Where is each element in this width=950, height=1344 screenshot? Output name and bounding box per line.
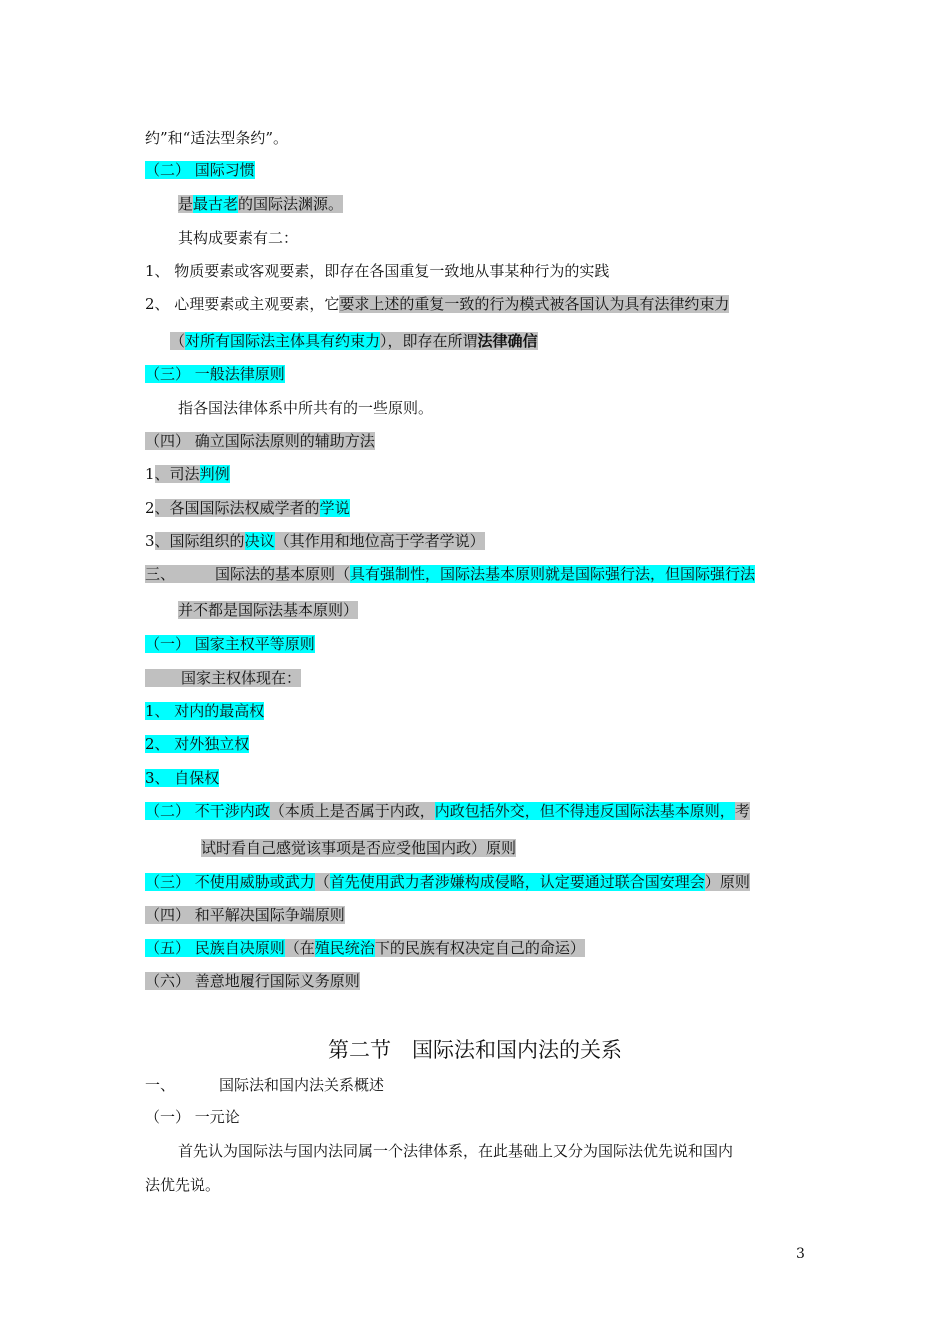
text-line: 并不都是国际法基本原则） (178, 601, 359, 619)
text-line: 首先认为国际法与国内法同属一个法律体系，在此基础上又分为国际法优先说和国内 (178, 1142, 734, 1160)
list-item: 2、各国国际法权威学者的学说 (145, 499, 350, 517)
text-line: 是最古老的国际法渊源。 (178, 195, 344, 213)
text-line: （对所有国际法主体具有约束力），即存在所谓法律确信 (170, 332, 538, 350)
list-item: 3、 自保权 (145, 769, 220, 787)
list-item: 1、 物质要素或客观要素，即存在各国重复一致地从事某种行为的实践 (145, 262, 610, 280)
text-line: 指各国法律体系中所共有的一些原则。 (178, 399, 434, 417)
text-line: 其构成要素有二： (178, 229, 299, 247)
heading-non-interference: （二） 不干涉内政（本质上是否属于内政，内政包括外交，但不得违反国际法基本原则，考 (145, 802, 750, 820)
list-item: 1、司法判例 (145, 465, 230, 483)
text-line: 试时看自己感觉该事项是否应受他国内政）原则 (201, 839, 517, 857)
heading-non-use-of-force: （三） 不使用威胁或武力（首先使用武力者涉嫌构成侵略，认定要通过联合国安理会）原则 (145, 873, 750, 891)
heading-monism: （一） 一元论 (145, 1108, 240, 1126)
text-line: 约”和“适法型条约”。 (145, 129, 289, 147)
heading-sovereign-equality: （一） 国家主权平等原则 (145, 635, 315, 653)
page-number: 3 (796, 1246, 805, 1262)
heading-peaceful-settlement: （四） 和平解决国际争端原则 (145, 906, 345, 924)
heading-international-custom: （二） 国际习惯 (145, 161, 255, 179)
text-line: 国家主权体现在： (145, 667, 301, 689)
text-line: 法优先说。 (145, 1176, 221, 1194)
heading-auxiliary-methods: （四） 确立国际法原则的辅助方法 (145, 432, 375, 450)
list-item: 2、 心理要素或主观要素，它要求上述的重复一致的行为模式被各国认为具有法律约束力 (145, 295, 730, 313)
heading-good-faith: （六） 善意地履行国际义务原则 (145, 972, 360, 990)
section-title: 第二节 国际法和国内法的关系 (328, 1038, 622, 1062)
section-heading-basic-principles: 三、 国际法的基本原则（具有强制性，国际法基本原则就是国际强行法，但国际强行法 (145, 565, 756, 583)
list-item: 3、国际组织的决议（其作用和地位高于学者学说） (145, 532, 485, 550)
list-item: 1、 对内的最高权 (145, 702, 265, 720)
list-item: 2、 对外独立权 (145, 735, 250, 753)
heading-self-determination: （五） 民族自决原则（在殖民统治下的民族有权决定自己的命运） (145, 939, 585, 957)
heading-general-principles: （三） 一般法律原则 (145, 365, 285, 383)
subsection-heading: 一、 国际法和国内法关系概述 (145, 1076, 385, 1094)
